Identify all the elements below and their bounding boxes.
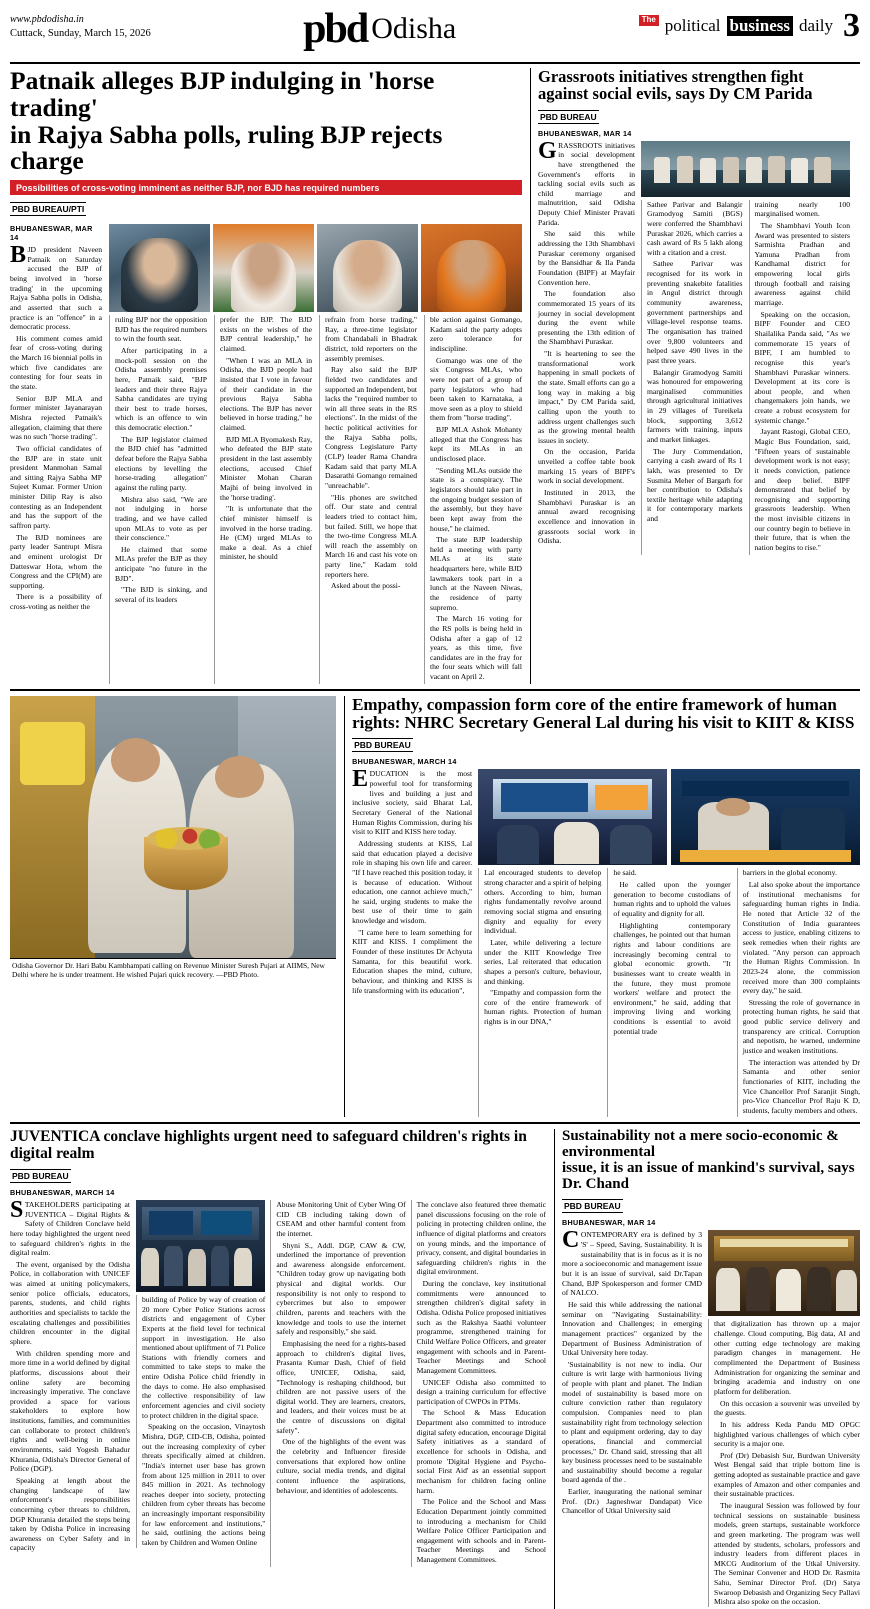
juventica-col2-text: building of Police by way of creation of 20 more Cyber Police Stations across districts and engagement of Cyber Experts at the field level for technical support in investigation. He also mentioned about upliftment of 71 Police Stations with friendly corners and committed to take steps to make the entire Odisha Police child friendly in the days to come. He also emphasised the collective responsibility of law enforcement agencies and civil society to protect children in the digital space. Speaking on the occasion, Vinaytosh Mishra, DGP, CID-CB, Odisha, pointed out the increasing complexity of cyber threats specifically aimed at children. "India's internet user base has grown from about 125 million in 2011 to over 845 million in 2021. As technology reaches deeper into society, protecting children from cyber threats has become an increasingly important responsibility for law enforcement and institutions," he said, outlining the actions being taken by Children and Women Online bbox=[136, 1295, 265, 1548]
empathy-col3-text: he said. He called upon the younger generation to become custodians of human rights and to uphold the values of equality and dignity for all. Highlighting contemporary challenges, he pointed out that human rights and labour conditions are increasingly becoming central to global economic growth. "It businesses want to create wealth in the future, they must promote workers' welfare and protect the environment," he said, adding that improving living and working conditions is essential to avoid potential trade bbox=[613, 868, 731, 1036]
portrait-mla bbox=[421, 224, 522, 312]
lead-col2-text: ruling BJP nor the opposition BJD has the required numbers to win the fourth seat. After participating in a mock-poll session on the Odisha assembly premises here, Patnaik said, "BJP leaders and their three Rajya Sabha candidates are trying their best to trade horses, which is an offence to win this democratic election." The BJP legislator claimed the BJD chief has "admitted defeat before the Rajya Sabha elections by levelling the horse-trading allegation" against the ruling party. Mishra also said, "We are not indulging in horse trading, and we have called upon MLAs to vote as per their conscience." He claimed that some MLAs prefer the BJP as they anticipate "no future in the BJD". "The BJD is sinking, and several of its leaders bbox=[115, 315, 207, 604]
lead-col5-text: ble action against Gomango, Kadam said the party adopts zero tolerance for indiscipline. Gomango was one of the six Congress MLAs, who were not part of a group of party legislators who had been taken to Karnataka, a move seen as a ploy to shield them from "horse trading". BJP MLA Ashok Mohanty alleged that the Congress has kept its MLAs in an undisclosed place. "Sending MLAs outside the state is a conspiracy. The legislators should take part in the ongoing budget session of the assembly, but they have been kept away from the house," he claimed. The state BJP leadership held a meeting with party MLAs at its state headquarters here, while BJD lawmakers took part in a lunch at the Naveen Niwas, the residence of party supremo. The March 16 voting for the RS polls is being held in Odisha after a gap of 12 years, as this time, five candidates are in the fray for the four seats which will fall vacant on April 2. bbox=[430, 315, 522, 682]
empathy-col1-text: EDUCATION is the most powerful tool for transforming lives and building a just and inclusive society, said Bharat Lal, Secretary General of the National Human Rights Commission, during his visit to KIIT and KISS here today. Addressing students at KISS, Lal said that education played a decisive role in shaping his own life and career. "If I have reached this position today, it is because of education. Without education, one cannot achieve much," he said, urging students to make the best use of their time to gain knowledge and wisdom. "I came here to learn something for KIIT and KISS. I compliment the Founder of these institutes Dr Achyuta Samanta, for this beautiful work. Education shapes the mind, culture, behaviour, and thinking and KISS is life transforming with its education", bbox=[352, 766, 473, 995]
juventica-col2-wrap bbox=[136, 1200, 265, 1567]
sustainability-article bbox=[554, 1129, 860, 1609]
lead-column-3 bbox=[214, 315, 312, 684]
grassroots-column-1 bbox=[538, 137, 635, 555]
brand-political: political bbox=[664, 15, 721, 35]
juventica-photo bbox=[136, 1200, 265, 1292]
logo-odisha: Odisha bbox=[371, 12, 457, 45]
top-section bbox=[10, 68, 860, 684]
grassroots-dateline: BHUBANESWAR, MAR 14 bbox=[538, 128, 632, 138]
empathy-columns-right bbox=[478, 769, 860, 1117]
empathy-column-3 bbox=[607, 868, 730, 1117]
empathy-column-4 bbox=[737, 868, 860, 1117]
sustainability-column-2 bbox=[708, 1230, 860, 1609]
sustainability-col1-text: CONTEMPORARY era is defined by 3 'S' – Speed, Saving, Sustainability. It is sustainability that is in focus as it is no more a socioeconomic and management issue but it is an issue of survival, said Dr.Tapan Chand, BJP Spokesperson and former CMD of NALCO. He said this while addressing the national seminar on "Navigating Sustainability: Innovation and Challenges; in emerging management practices" organized by the Department of Business Administration of Utkal University here today. 'Sustainability is not new to india. Our culture is writ large with harmonious living of people with plant and planet. The Indian model of sustainability is based more on culture conviction rather than regulatory compulsion. Companies need to plan sustainability right from technology selection to plant and equipment ordering, day to day operations, financial and commercial processes," Dr. Chand said, stressing that all key business processes need to be sustainable and sustainability should become a regular board agenda of the . Earlier, inaugurating the national seminar Prof. (Dr.) Jagneshwar Dandapat) Vice Chancellor of Utkal University said bbox=[562, 1227, 702, 1516]
grassroots-columns-right bbox=[641, 141, 850, 555]
section-divider-1 bbox=[10, 689, 860, 691]
grassroots-photo bbox=[641, 141, 850, 197]
grassroots-headline-line2: against social evils, says Dy CM Parida bbox=[538, 84, 813, 104]
lead-columns-right bbox=[109, 220, 522, 684]
brand-business: business bbox=[727, 16, 793, 36]
lead-kicker: Possibilities of cross-voting imminent as neither BJP, nor BJD has required numbers bbox=[10, 180, 522, 195]
governor-photo-caption-bar bbox=[10, 958, 336, 979]
juventica-columns-right bbox=[136, 1200, 546, 1567]
brand-the-tag: The bbox=[639, 15, 659, 26]
sustainability-headline-line2: issue, it is an issue of mankind's survival, says Dr. Chand bbox=[562, 1159, 855, 1192]
masthead-brand bbox=[639, 7, 860, 44]
empathy-headline-line2: rights: NHRC Secretary General Lal during his visit to KIIT & KISS bbox=[352, 712, 855, 732]
juventica-column-1 bbox=[10, 1197, 130, 1567]
empathy-headline-line1: Empathy, compassion form core of the entire framework of human bbox=[352, 694, 837, 714]
juventica-col1-text: STAKEHOLDERS participating at JUVENTICA – Digital Rights & Safety of Children Conclave held here today highlighted the urgent need to safeguard children's rights in the digital realm. The event, organised by the Odisha Police, in collaboration with UNICEF was aimed at uniting policymakers, senior police officials, educators, parents, students, and child rights authorities and specialists to tackle the escalating challenges and possibilities children encounter in the digital sphere. With children spending more and more time in a world defined by digital platforms, discussions about their online safety are becoming increasingly imperative. The conclave provided a space for various stakeholders to explore how institutions, families, and communities can collaborate to protect children's rights and well-being in online environments, said Yogesh Bahadur Khurania, Odisha's Director General of Police (DGP). Speaking at length about the changing landscape of law enforcement's responsibilities concerning cyber threats to children, DGP Khurania detailed the steps being taken by Odisha Police in increasing awareness on Cyber Safety and in capacity bbox=[10, 1197, 130, 1553]
portrait-naveen-patnaik bbox=[109, 224, 210, 312]
empathy-column-1 bbox=[352, 766, 473, 1117]
portrait-bjd-leader bbox=[317, 224, 418, 312]
masthead-logo bbox=[303, 8, 456, 50]
empathy-dateline: BHUBANESWAR, MARCH 14 bbox=[352, 757, 457, 767]
sustainability-headline-line1: Sustainability not a mere socio-economic & environmental bbox=[562, 1128, 839, 1161]
sustainability-dateline: BHUBANESWAR, MAR 14 bbox=[562, 1218, 656, 1228]
portrait-bjp-leader bbox=[213, 224, 314, 312]
sustainability-column-1 bbox=[562, 1227, 702, 1609]
governor-photo-block bbox=[10, 696, 336, 1118]
grassroots-column-3 bbox=[749, 200, 851, 555]
empathy-photo-strip bbox=[478, 769, 860, 865]
empathy-byline: PBD BUREAU bbox=[354, 740, 411, 751]
lead-byline: PBD BUREAU/PTI bbox=[12, 204, 85, 215]
website-url: www.pbdodisha.in bbox=[10, 14, 84, 25]
grassroots-article bbox=[530, 68, 850, 684]
lead-headline-line2: in Rajya Sabha polls, ruling BJP rejects charge bbox=[10, 119, 443, 176]
section-divider-2 bbox=[10, 1122, 860, 1124]
sustainability-photo bbox=[708, 1230, 860, 1316]
empathy-photo-1 bbox=[478, 769, 667, 865]
empathy-col2-text: Lal encouraged students to develop strong character and a spirit of helping others. According to him, human rights fundamentally revolve around removing social stigma and ensuring dignity and equality for every individual. Later, while delivering a lecture under the KIIT Knowledge Tree series, Lal reiterated that education shapes a person's culture, behaviour, and thinking. "Empathy and compassion form the core of the entire framework of human rights. Protection of human rights is in our DNA," bbox=[484, 868, 602, 1027]
juventica-column-3 bbox=[270, 1200, 405, 1567]
juventica-article bbox=[10, 1129, 546, 1609]
place-date: Cuttack, Sunday, March 15, 2026 bbox=[10, 28, 151, 39]
juventica-byline: PBD BUREAU bbox=[12, 1171, 69, 1181]
empathy-article bbox=[344, 696, 860, 1118]
grassroots-byline: PBD BUREAU bbox=[540, 111, 597, 122]
juventica-headline: JUVENTICA conclave highlights urgent need to safeguard children's rights in digital realm bbox=[10, 1128, 527, 1162]
grassroots-column-2 bbox=[641, 200, 743, 555]
brand-daily: daily bbox=[799, 15, 833, 35]
logo-pbd: pbd bbox=[303, 6, 368, 52]
juventica-column-4 bbox=[411, 1200, 546, 1567]
juventica-col4-text: The conclave also featured three thematic panel discussions focusing on the role of policing in protecting children online, the influence of digital platforms and creators on young minds, and the importance of privacy, consent, and digital boundaries in safeguarding children's rights in the digital environment. During the conclave, key institutional commitments were announced to strengthen children's digital safety in Odisha. Odisha Police proposed initiatives such as the Rakshya Saathi volunteer programme, strengthened training for Child Welfare Police Officers, and greater engagement with schools and in Parent-Teacher Meetings and School Management Committees. UNICEF Odisha also committed to design a training curriculum for effective participation of CWPOs in PTMs. The School & Mass Education Department also committed to introduce digital safety education, encourage Digital Safety initiatives as a standard of excellence for schools in Odisha, and promote 'Digital Hygiene and Psycho-social First Aid' as an essential support mechanism for children facing online harm. The Police and the School and Mass Education Department jointly committed to introducing a mechanism for Child Welfare Police Officer Participation and engagement with schools and in Parent-Teacher Meetings and School Management Committees. bbox=[416, 1200, 546, 1565]
empathy-photo-2 bbox=[671, 769, 860, 865]
juventica-dateline: BHUBANESWAR, MARCH 14 bbox=[10, 1188, 115, 1197]
lead-article bbox=[10, 68, 522, 684]
page-number: 3 bbox=[843, 7, 860, 44]
lead-col1-text: BJD president Naveen Patnaik on Saturday accused the BJP of being involved in 'horse trading' in the upcoming Rajya Sabha polls in Odisha, and asserted that such a practice is an "offence" in a democratic process. His comment comes amid fear of cross-voting during the March 16 biennial polls in which five candidates are contesting for four seats in the state. Senior BJP MLA and former minister Jayanarayan Mishra rejected Patnaik's allegation, claiming that there was no such "horse trading". Two official candidates of the BJP are in state unit president Manmohan Samal and sitting Rajya Sabha MP Sujeet Kumar. Former Union minister Dilip Ray is also contesting as an Independent and has the support of the saffron party. The BJD nominees are party leader Santrupt Misra and eminent urologist Dr Datteswar Hota, whom the Congress and the CPI(M) are supporting. There is a possibility of cross-voting as neither the bbox=[10, 242, 102, 612]
masthead-divider bbox=[10, 62, 860, 64]
lead-column-2 bbox=[109, 315, 207, 684]
middle-section bbox=[10, 696, 860, 1118]
grassroots-headline-line1: Grassroots initiatives strengthen fight bbox=[538, 67, 804, 86]
governor-photo-caption: Odisha Governor Dr. Hari Babu Kambhampati calling on Revenue Minister Suresh Pujari at AIIMS, New Delhi where he is under treatment. He wished Pujari quick recovery. —PBD Photo. bbox=[12, 960, 325, 979]
lead-col3-text: prefer the BJP. The BJD exists on the wishes of the BJP central leadership," he claimed. "When I was an MLA in Odisha, the BJD people had insisted that I vote in favour of their candidate in the previous Rajya Sabha elections. The BJP has never believed in horse trading," he claimed. BJD MLA Byomakesh Ray, who defeated the BJP state president in the last assembly elections, accused Chief Minister Mohan Charan Majhi of being involved in the 'horse trading'. "It is unfortunate that the chief minister himself is involved in the horse trading. He (CM) urged MLAs to make a deal. As a chief minister, he should bbox=[220, 315, 312, 562]
masthead-left bbox=[10, 8, 151, 39]
lead-col4-text: refrain from horse trading," Ray, a three-time legislator from Chandabali in Bhadrak district, told reporters on the assembly premises. Ray also said the BJP fielded two candidates and supported an Independent, but lacks the "required number to win all three seats in the RS elections". In the midst of the hectic political activities for the Rajya Sabha polls, Congress Legislature Party (CLP) leader Rama Chandra Kadam said that party MLA Dasarathi Gomango remained "unreachable". "His phones are switched off. Our state and central leaders tried to contact him, but failed. Still, we hope that the two-time Congress MLA will reach the assembly on March 16 and cast his vote on party line," Kadam told reporters here. Asked about the possi- bbox=[325, 315, 417, 591]
empathy-column-2 bbox=[478, 868, 601, 1117]
bottom-section bbox=[10, 1129, 860, 1609]
lead-dateline: BHUBANESWAR, MAR 14 bbox=[10, 224, 93, 243]
sustainability-byline: PBD BUREAU bbox=[564, 1201, 621, 1212]
grassroots-col3-text: training nearly 100 marginalised women. The Shambhavi Youth Icon Award was presented to sisters Sarmishta Pradhan and Yamuna Pradhan from Kandhamal district for empowering local girls through football and raising awareness against child marriage. Speaking on the occasion, BIPF Founder and CEO Shailalika Panda said, "As we commemorate 15 years of BIPF, I am humbled to recognise this year's Shambhavi Puraskar winners. Development at its core is about people, and when changemakers join hands, we create a robust ecosystem for systemic change." Jayant Rastogi, Global CEO, Magic Bus Foundation, said, "Fifteen years of sustainable development work is not easy; it needs conviction, patience and deep belief. BIPF demonstrated that belief by recognising and supporting grassroots leadership. When the most invisible citizens in our country begin to believe in their future, that is when the nation begins to rise." bbox=[754, 199, 850, 553]
masthead bbox=[10, 8, 860, 60]
lead-portrait-strip bbox=[109, 224, 522, 312]
grassroots-col2-text: Sathee Parivar and Balangir Gramodyog Samiti (BGS) were conferred the Shambhavi Puraskar 2026, which carries a cash award of Rs 5 lakh along with a citation and a crest. Sathee Parivar was recognised for its work in preventing snakebite fatalities in Angul district through community awareness, government partnerships and village-level response teams. The organisation has trained over 9,800 volunteers and helped save 490 lives in the past three years. Balangir Gramodyog Samiti was honoured for empowering marginalised communities through agricultural initiatives in 29 villages of Tureikela block, supporting 3,612 farmers with training, inputs and market linkages. The Jury Commendation, carrying a cash award of Rs 1 lakh, was presented to Dr Susmita Meher of Bargarh for her contribution to Odisha's textile heritage while adapting it for contemporary markets and bbox=[647, 199, 743, 524]
sustainability-col2-text: that digitalization has thrown up a major challenge. Cloud computing, Big data, AI and other cutting edge technology are making paradigm changes in management. He complimented the Department of Business Administration for organizing the seminar and bringing academia and industry on one platform for deliberation. On this occasion a souvenir was unveiled by the guests. In his address Keda Pandu MD OPGC highlighted various challenges of which cyber security is a major one. Prof (Dr) Debasish Sur, Burdwan University West Bengal said that triple bottom line is getting adopted as sustainable practice and gave examples of Amazon and other companies and their sustainable practices. The inaugural Session was followed by four technical sessions on sustainable business models, green startups, sustainable workforce and green marketing. The program was well attended by students, scholars, professors and industry leaders from different places in MKCG Auditorium of the Utkal University. The Seminar Convener and HOD Dr. Rasmita Sahu, Seminar Director Prof. (Dr) Satya Swaroop Debasish and Organizing Secy Pallavi Mishra also spoke on the occasion. bbox=[708, 1319, 860, 1607]
lead-headline-line1: Patnaik alleges BJP indulging in 'horse trading' bbox=[10, 66, 435, 122]
lead-column-1 bbox=[10, 220, 102, 684]
grassroots-col1-text: GRASSROOTS initiatives in social development have strengthened the Government's efforts in tackling social evils such as child marriage and malnutrition, said Odisha Deputy Chief Minister Pravati Parida. She said this while addressing the 13th Shambhavi Puraskar ceremony organised by the Bansidhar & Ila Panda Foundation (BIPF) at Mayfair Convention here. The foundation also commemorated 15 years of its journey in social development during the event while presenting the 13th edition of the Shambhavi Puraskar. "It is heartening to see the transformational work happening in small pockets of the state. Small efforts can go a long way in making a big impact," Dy CM Parida said, calling upon the youth to address urgent challenges such as the growing mental health issues in society. On the occasion, Parida unveiled a coffee table book marking 15 years of BIPF's work in social development. Instituted in 2013, the Shambhavi Puraskar is an annual award recognising excellence and innovation in grassroots social work in Odisha. bbox=[538, 137, 635, 546]
lead-column-4 bbox=[319, 315, 417, 684]
juventica-col3-text: Abuse Monitoring Unit of Cyber Wing Of CID CB including taking down of CSEAM and other harmful content from the internet. Shyni S., Addl. DGP, CAW & CW, underlined the importance of prevention and awareness alongside enforcement. "Children today grow up navigating both physical and digital worlds. Our responsibility is not only to respond to cybercrimes but also to empower children, parents and teachers with the knowledge and tools to use the internet safely and responsibly," she said. Emphasising the need for a rights-based approach to children's digital lives, Prasanta Kumar Dash, Chief of field office, UNICEF, Odisha, said, "Technology is reshaping childhood, but children are not passive users of the digital world. They are learners, creators, and leaders, and their voices must be at the centre of discussions on digital safety". One of the highlights of the event was the celebrity and Influencer fireside conversations that explored how online culture, social media trends, and digital content influence the aspirations, behaviour, and identities of adolescents. bbox=[276, 1200, 406, 1495]
governor-photo bbox=[10, 696, 336, 958]
empathy-col4-text: barriers in the global economy. Lal also spoke about the importance of institutional mechanisms for safeguarding human rights in India. He noted that Article 32 of the Constitution of India guarantees access to justice, enabling citizens to seek remedies when their rights are violated. "Any person can approach the Human Rights Commission. In 2023-24 alone, the commission received more than 300 complaints every day," he said. Stressing the role of governance in protecting human rights, he said that good public service delivery and transparency are critical. Corruption and nepotism, he warned, undermine justice and weaken institutions. The interaction was attended by Dr Samanta and other senior functionaries of KIIT, including the Vice Chancellor Prof Saranjit Singh, pro-Vice Chancellor Prof Raju K D, students, faculty members and others. bbox=[742, 868, 860, 1115]
lead-column-5 bbox=[424, 315, 522, 684]
